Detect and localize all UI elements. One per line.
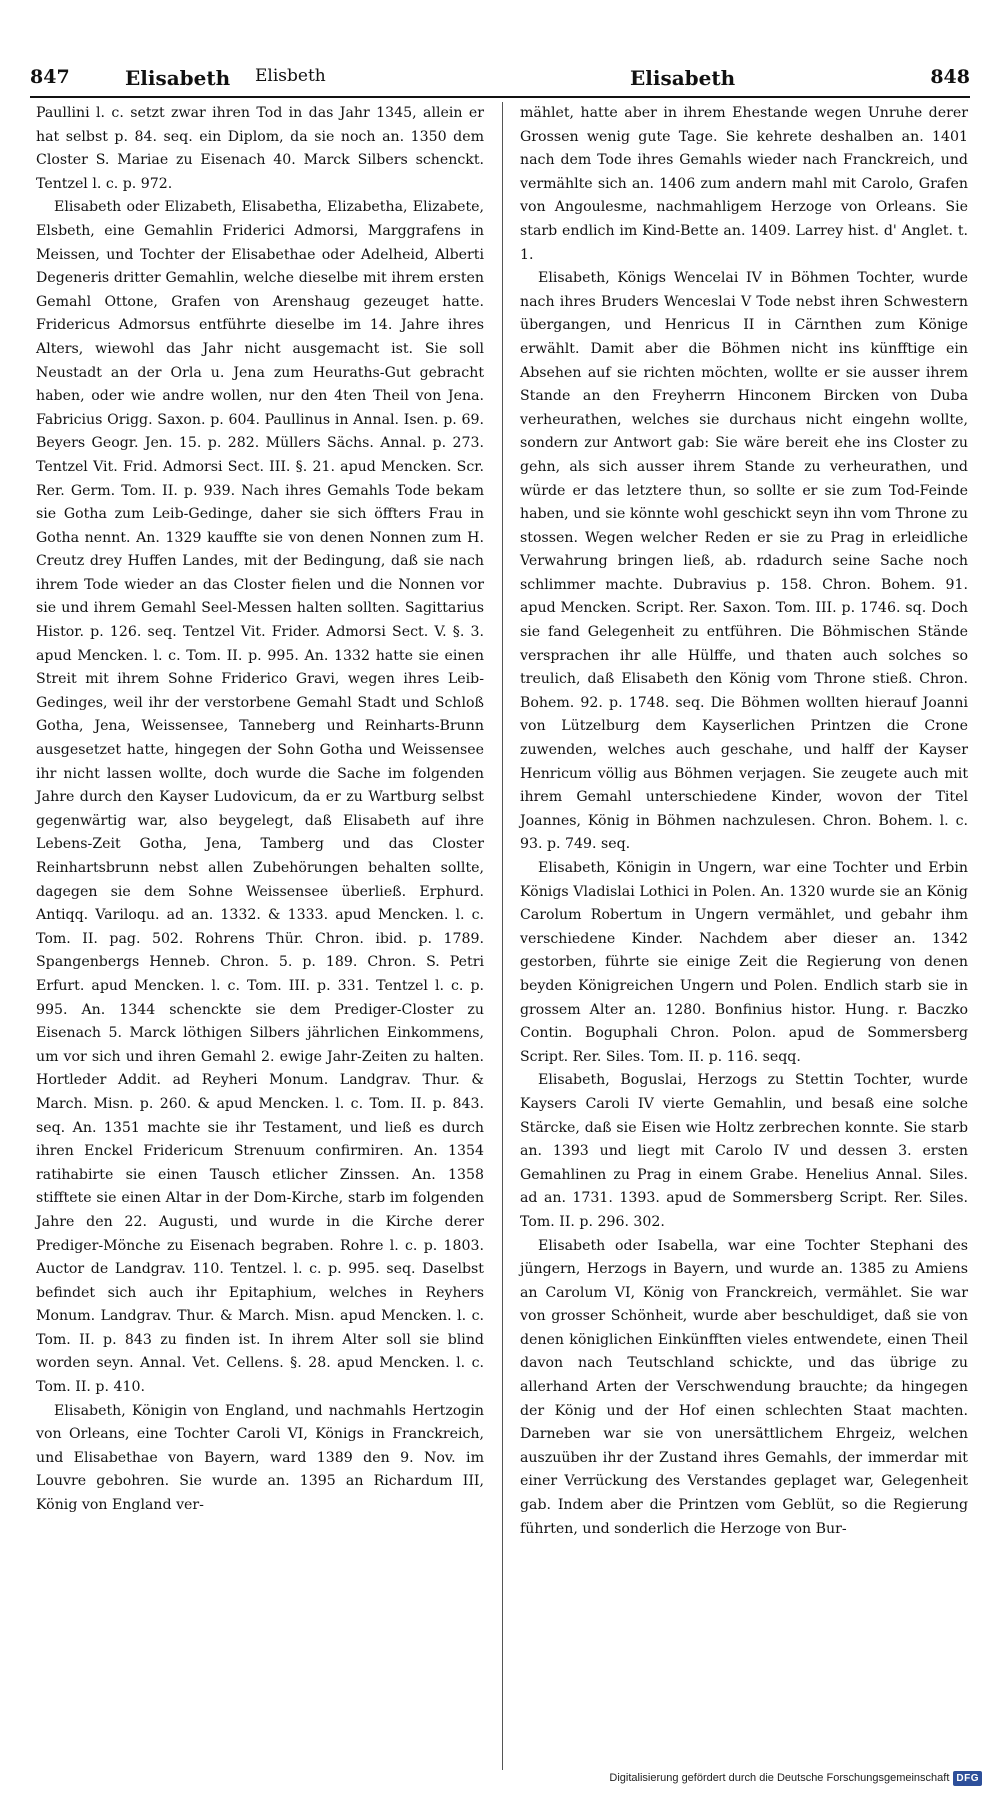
paragraph: Elisabeth oder Elizabeth, Elisabetha, Elizabetha, Elizabete, Elsbeth, eine Gemahlin Friderici Admorsi, Marggrafens in Meissen, und Tochter der Elisabethae oder Adelheid, Alberti Degeneris dritter Gemahlin, welche dieselbe mit ihrem ersten Gemahl Ottone, Grafen von Arenshaug gezeuget hatte. Fridericus Admorsus entführte dieselbe im 14. Jahre ihres Alters, wiewohl das Jahr nicht ausgemacht ist. Sie soll Neustadt an der Orla u. Jena zum Heuraths-Gut gebracht haben, oder wie andre wollen, nur den 4ten Theil von Jena. Fabricius Origg. Saxon. p. 604. Paullinus in Annal. Isen. p. 69. Beyers Geogr. Jen. 15. p. 282. Müllers Sächs. Annal. p. 273. Tentzel Vit. Frid. Admorsi Sect. III. §. 21. apud Mencken. Scr. Rer. Germ. Tom. II. p. 939. Nach ihres Gemahls Tode bekam sie Gotha zum Leib-Gedinge, daher sie sich öffters Frau in Gotha nennt. An. 1329 kauffte sie von denen Nonnen zum H. Creutz drey Huffen Landes, mit der Bedingung, daß sie nach ihrem Tode wieder an das Closter fielen und die Nonnen vor sie und ihrem Gemahl Seel-Messen halten sollten. Sagittarius Histor. p. 126. seq. Tentzel Vit. Frider. Admorsi Sect. V. §. 3. apud Mencken. l. c. Tom. II. p. 995. An. 1332 hatte sie einen Streit mit ihrem Sohne Friderico Gravi, wegen ihres Leib-Gedinges, weil ihr der verstorbene Gemahl Stadt und Schloß Gotha, Jena, Weissensee, Tanneberg und Reinharts-Brunn ausgesetzet hatte, hingegen der Sohn Gotha und Weissensee ihr nicht lassen wollte, doch wurde die Sache im folgenden Jahre durch den Kayser Ludovicum, da er zu Wartburg selbst gegenwärtig war, also beygelegt, daß Elisabeth auf ihre Lebens-Zeit Gotha, Jena, Tamberg und das Closter Reinhartsbrunn nebst allen Zubehörungen behalten sollte, dagegen sie dem Sohne Weissensee überließ. Erphurd. Antiqq. Variloqu. ad an. 1332. & 1333. apud Mencken. l. c. Tom. II. pag. 502. Rohrens Thür. Chron. ibid. p. 1789. Spangenbergs Henneb. Chron. 5. p. 189. Chron. S. Petri Erfurt. apud Mencken. l. c. Tom. III. p. 331. Tentzel l. c. p. 995. An. 1344 schenckte sie dem Prediger-Closter zu Eisenach 5. Marck löthigen Silbers jährlichen Einkommens, um vor sich und ihren Gemahl 2. ewige Jahr-Zeiten zu halten. Hortleder Addit. ad Reyheri Monum. Landgrav. Thur. & March. Misn. p. 260. & apud Mencken. l. c. Tom. II. p. 843. seq. An. 1351 machte sie ihr Testament, und ließ es durch ihren Enckel Fridericum Strenuum confirmiren. An. 1354 ratihabirte sie einen Tausch etlicher Zinssen. An. 1358 stifftete sie einen Altar in der Dom-Kirche, starb im folgenden Jahre den 22. Augusti, und wurde in die Kirche derer Prediger-Mönche zu Eisenach begraben. Rohre l. c. p. 1803. Auctor de Landgrav. 110. Tentzel. l. c. p. 995. seq. Daselbst befindet sich auch ihr Epitaphium, welches in Reyhers Monum. Landgrav. Thur. & March. Misn. apud Mencken. l. c. Tom. II. p. 843 zu finden ist. In ihrem Alter soll sie blind worden seyn. Annal. Vet. Cellens. §. 28. apud Mencken. l. c. Tom. II. p. 410. xyxy=(36,199,484,1396)
paragraph: Elisabeth, Königin in Ungern, war eine Tochter und Erbin Königs Vladislai Lothici in Polen. An. 1320 wurde sie an König Carolum Robertum in Ungern vermählet, und gebahr ihm verschiedene Kinder. Nachdem aber dieser an. 1342 gestorben, führte sie einige Zeit die Regierung von denen beyden Königreichen Ungern und Polen. Endlich starb sie in grossem Alter an. 1280. Bonfinius histor. Hung. r. Baczko Contin. Boguphali Chron. Polon. apud de Sommersberg Script. Rer. Siles. Tom. II. p. 116. seqq. xyxy=(520,860,968,1065)
running-subtitle-left: Elisbeth xyxy=(255,66,326,86)
digitization-credit xyxy=(609,1767,982,1789)
column-divider xyxy=(502,102,503,1770)
header-rule xyxy=(30,96,970,98)
page-number-left: 847 xyxy=(30,66,70,88)
paragraph: Elisabeth, Königin von England, und nachmahls Hertzogin von Orleans, eine Tochter Caroli VI, Königs in Franckreich, und Elisabethae von Bayern, ward 1389 den 9. Nov. im Louvre gebohren. Sie wurde an. 1395 an Richardum III, König von England ver- xyxy=(36,1402,484,1514)
dfg-logo-icon: DFG xyxy=(953,1771,982,1786)
paragraph: Paullini l. c. setzt zwar ihren Tod in das Jahr 1345, allein er hat selbst p. 84. seq. ein Diplom, da sie noch an. 1350 dem Closter S. Mariae zu Eisenach 40. Marck Silbers schenckt. Tentzel l. c. p. 972. xyxy=(36,105,484,192)
running-title-right: Elisabeth xyxy=(630,66,736,90)
page-header xyxy=(30,62,970,98)
paragraph: mählet, hatte aber in ihrem Ehestande wegen Unruhe derer Grossen wenig gute Tage. Sie kehrete deshalben an. 1401 nach dem Tode ihres Gemahls wieder nach Franckreich, und vermählte sich an. 1406 zum andern mahl mit Carolo, Grafen von Angoulesme, nachmahligem Herzoge von Orleans. Sie starb endlich im Kind-Bette an. 1409. Larrey hist. d' Anglet. t. 1. xyxy=(520,105,968,263)
paragraph: Elisabeth oder Isabella, war eine Tochter Stephani des jüngern, Herzogs in Bayern, und wurde an. 1385 zu Amiens an Carolum VI, König von Franckreich, vermählet. Sie war von grosser Schönheit, wurde aber beschuldiget, daß sie von denen königlichen Einkünfften vieles entwendete, einen Theil davon nach Teutschland schickte, und das übrige zu allerhand Arten der Verschwendung brauchte; da hingegen der König und der Hof einen schlechten Staat machten. Darneben war sie von unersättlichem Ehrgeiz, welchen auszuüben ihr der Zustand ihres Gemahls, der immerdar mit einer Verrückung des Verstandes geplaget war, Gelegenheit gab. Indem aber die Printzen vom Geblüt, so die Regierung führten, und sonderlich die Herzoge von Bur- xyxy=(520,1237,968,1537)
credit-text: Digitalisierung gefördert durch die Deutsche Forschungsgemeinschaft xyxy=(609,1772,950,1784)
right-column xyxy=(520,102,968,1541)
paragraph: Elisabeth, Boguslai, Herzogs zu Stettin Tochter, wurde Kaysers Caroli IV vierte Gemahlin, und besaß eine solche Stärcke, daß sie Eisen wie Holtz zerbrechen konnte. Sie starb an. 1393 und liegt mit Carolo IV und dessen 3. ersten Gemahlinen zu Prag in einem Grabe. Henelius Annal. Siles. ad an. 1731. 1393. apud de Sommersberg Script. Rer. Siles. Tom. II. p. 296. 302. xyxy=(520,1072,968,1230)
left-column xyxy=(36,102,484,1518)
running-title-left: Elisabeth xyxy=(125,66,231,90)
paragraph: Elisabeth, Königs Wencelai IV in Böhmen Tochter, wurde nach ihres Bruders Wenceslai V Tode nebst ihren Schwestern übergangen, und Henricus II in Cärnthen zum Könige erwählt. Damit aber die Böhmen nicht ins künfftige ein Absehen auf sie richten möchten, wollte er sie ausser ihrem Stande an den Freyherrn Hinconem Bircken von Duba verheurathen, welches sie durchaus nicht eingehn wollte, sondern zur Antwort gab: Sie wäre bereit ehe ins Closter zu gehn, als sich ausser ihrem Stande zu verheurathen, und würde er das letztere thun, so sollte er sie zum Tod-Feinde haben, und sie könnte wohl geschickt seyn ihn vom Throne zu stossen. Wegen welcher Reden er sie zu Prag in erleidliche Verwahrung bringen ließ, ab. rdadurch seine Sache noch schlimmer machte. Dubravius p. 158. Chron. Bohem. 91. apud Mencken. Script. Rer. Saxon. Tom. III. p. 1746. sq. Doch sie fand Gelegenheit zu entführen. Die Böhmischen Stände versprachen ihr alle Hülffe, und thaten auch solches so treulich, daß Elisabeth den König vom Throne stieß. Chron. Bohem. 92. p. 1748. seq. Die Böhmen wollten hierauf Joanni von Lützelburg dem Kayserlichen Printzen die Crone zuwenden, welches auch geschahe, und halff der Kayser Henricum völlig aus Böhmen verjagen. Sie zeugete auch mit ihrem Gemahl unterschiedene Kinder, wovon der Titel Joannes, König in Böhmen nachzulesen. Chron. Bohem. l. c. 93. p. 749. seq. xyxy=(520,270,968,853)
page-number-right: 848 xyxy=(930,66,970,88)
scanned-page xyxy=(30,62,970,1772)
